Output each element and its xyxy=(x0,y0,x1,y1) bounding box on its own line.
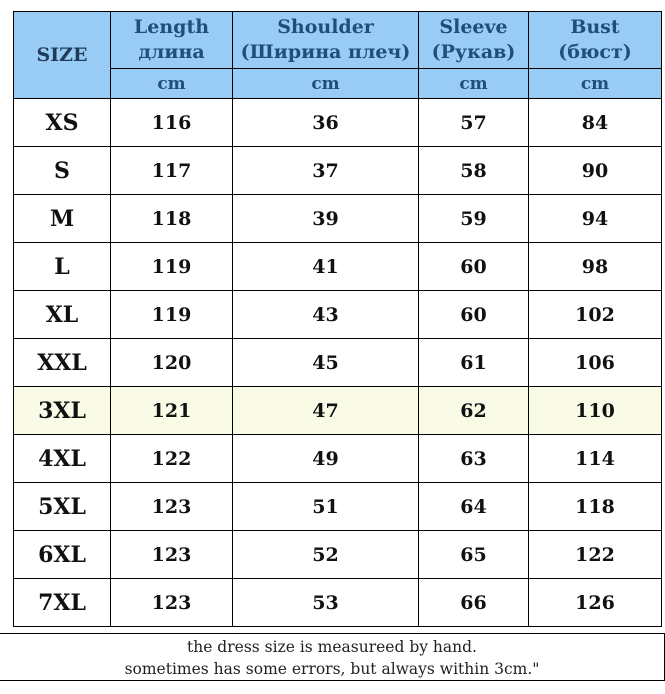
length-cell: 121 xyxy=(111,387,233,435)
table-row xyxy=(14,531,662,579)
sleeve-header-en: Sleeve xyxy=(439,16,508,38)
length-cell: 123 xyxy=(111,531,233,579)
table-row xyxy=(14,291,662,339)
bust-cell: 118 xyxy=(529,483,662,531)
size-cell: 6XL xyxy=(14,531,111,579)
size-cell: 7XL xyxy=(14,579,111,627)
size-cell: 3XL xyxy=(14,387,111,435)
size-cell: 4XL xyxy=(14,435,111,483)
length-cell: 122 xyxy=(111,435,233,483)
sleeve-cell: 57 xyxy=(419,99,529,147)
sleeve-cell: 59 xyxy=(419,195,529,243)
sleeve-cell: 66 xyxy=(419,579,529,627)
table-row-highlighted xyxy=(14,387,662,435)
size-cell: XL xyxy=(14,291,111,339)
length-cell: 119 xyxy=(111,291,233,339)
bust-cell: 84 xyxy=(529,99,662,147)
shoulder-header-en: Shoulder xyxy=(277,16,374,38)
bust-cell: 98 xyxy=(529,243,662,291)
table-row xyxy=(14,99,662,147)
size-header: SIZE xyxy=(14,12,111,99)
note-line-2: sometimes has some errors, but always within 3cm." xyxy=(124,660,540,678)
length-header-ru: длина xyxy=(138,41,205,63)
table-row xyxy=(14,435,662,483)
length-cell: 116 xyxy=(111,99,233,147)
header-row xyxy=(14,12,662,69)
shoulder-cell: 41 xyxy=(233,243,419,291)
table-row xyxy=(14,243,662,291)
shoulder-cell: 36 xyxy=(233,99,419,147)
shoulder-cell: 43 xyxy=(233,291,419,339)
sleeve-header xyxy=(419,12,529,69)
bust-unit: cm xyxy=(529,69,662,99)
sleeve-cell: 63 xyxy=(419,435,529,483)
length-unit: cm xyxy=(111,69,233,99)
shoulder-cell: 37 xyxy=(233,147,419,195)
sleeve-cell: 61 xyxy=(419,339,529,387)
note-line-1: the dress size is measureed by hand. xyxy=(187,638,477,656)
table-row xyxy=(14,483,662,531)
length-cell: 120 xyxy=(111,339,233,387)
bust-cell: 106 xyxy=(529,339,662,387)
shoulder-unit: cm xyxy=(233,69,419,99)
sleeve-unit: cm xyxy=(419,69,529,99)
bust-header xyxy=(529,12,662,69)
size-cell: S xyxy=(14,147,111,195)
bust-cell: 94 xyxy=(529,195,662,243)
shoulder-cell: 49 xyxy=(233,435,419,483)
sleeve-cell: 64 xyxy=(419,483,529,531)
bust-cell: 114 xyxy=(529,435,662,483)
bust-cell: 102 xyxy=(529,291,662,339)
length-header-en: Length xyxy=(133,16,210,38)
length-cell: 117 xyxy=(111,147,233,195)
shoulder-cell: 51 xyxy=(233,483,419,531)
bust-cell: 110 xyxy=(529,387,662,435)
bust-header-en: Bust xyxy=(570,16,620,38)
length-cell: 123 xyxy=(111,483,233,531)
table-row xyxy=(14,195,662,243)
shoulder-cell: 39 xyxy=(233,195,419,243)
shoulder-header-ru: (Ширина плеч) xyxy=(240,41,411,63)
bust-cell: 122 xyxy=(529,531,662,579)
length-cell: 119 xyxy=(111,243,233,291)
sleeve-cell: 65 xyxy=(419,531,529,579)
table-row xyxy=(14,147,662,195)
shoulder-cell: 45 xyxy=(233,339,419,387)
sleeve-cell: 62 xyxy=(419,387,529,435)
measurement-note xyxy=(0,633,665,681)
shoulder-cell: 47 xyxy=(233,387,419,435)
table-row xyxy=(14,579,662,627)
shoulder-cell: 53 xyxy=(233,579,419,627)
shoulder-cell: 52 xyxy=(233,531,419,579)
size-cell: XXL xyxy=(14,339,111,387)
bust-cell: 126 xyxy=(529,579,662,627)
shoulder-header xyxy=(233,12,419,69)
size-cell: 5XL xyxy=(14,483,111,531)
sleeve-cell: 60 xyxy=(419,291,529,339)
sleeve-cell: 58 xyxy=(419,147,529,195)
size-chart xyxy=(13,11,661,627)
unit-row xyxy=(14,69,662,99)
length-header xyxy=(111,12,233,69)
bust-header-ru: (бюст) xyxy=(558,41,632,63)
sleeve-header-ru: (Рукав) xyxy=(431,41,516,63)
size-table xyxy=(13,11,662,627)
sleeve-cell: 60 xyxy=(419,243,529,291)
size-cell: L xyxy=(14,243,111,291)
size-cell: M xyxy=(14,195,111,243)
length-cell: 118 xyxy=(111,195,233,243)
table-row xyxy=(14,339,662,387)
bust-cell: 90 xyxy=(529,147,662,195)
size-cell: XS xyxy=(14,99,111,147)
length-cell: 123 xyxy=(111,579,233,627)
